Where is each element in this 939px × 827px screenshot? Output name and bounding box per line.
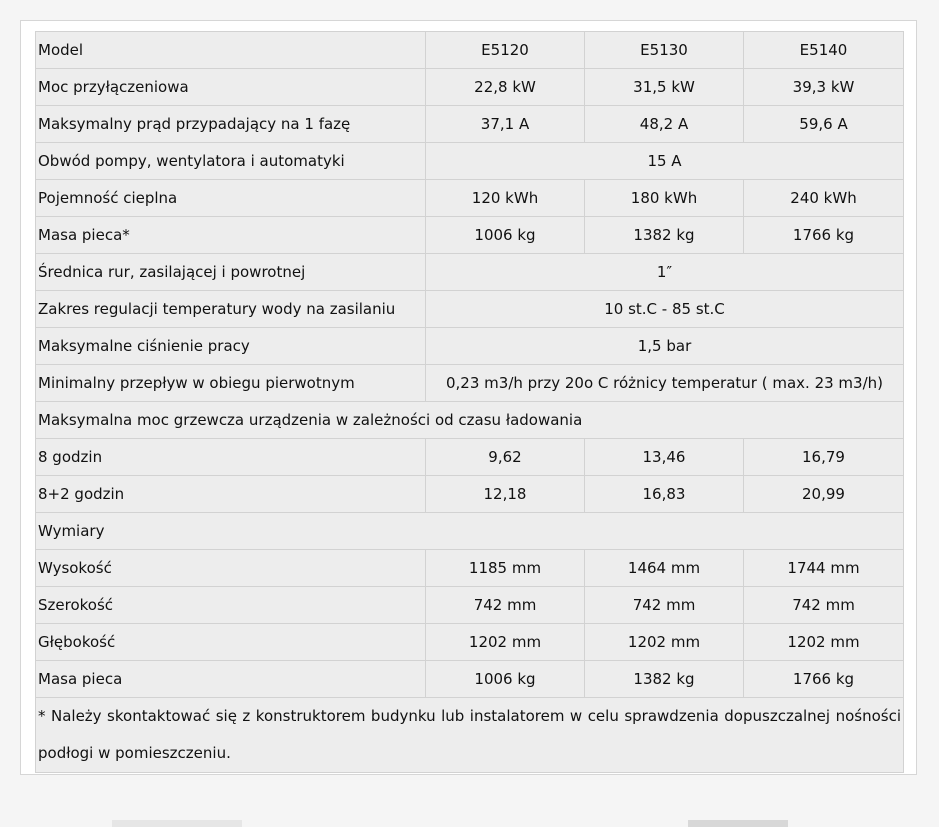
section-heading: Wymiary: [36, 513, 904, 550]
row-label: Minimalny przepływ w obiegu pierwotnym: [36, 365, 426, 402]
table-row: [36, 143, 904, 180]
row-value-shared: 10 st.C - 85 st.C: [426, 291, 904, 328]
row-value-shared: 15 A: [426, 143, 904, 180]
row-label: Średnica rur, zasilającej i powrotnej: [36, 254, 426, 291]
row-value: 742 mm: [585, 587, 744, 624]
model-e5120: E5120: [426, 32, 585, 69]
row-value: 31,5 kW: [585, 69, 744, 106]
row-value: 1766 kg: [744, 661, 904, 698]
row-label: Maksymalne ciśnienie pracy: [36, 328, 426, 365]
table-row: [36, 180, 904, 217]
table-row: [36, 439, 904, 476]
row-label: Pojemność cieplna: [36, 180, 426, 217]
row-label: Szerokość: [36, 587, 426, 624]
row-value: 1006 kg: [426, 661, 585, 698]
row-value: 180 kWh: [585, 180, 744, 217]
row-label: 8 godzin: [36, 439, 426, 476]
row-value: 22,8 kW: [426, 69, 585, 106]
row-value: 9,62: [426, 439, 585, 476]
row-value: 12,18: [426, 476, 585, 513]
row-label: Wysokość: [36, 550, 426, 587]
row-value: 1202 mm: [585, 624, 744, 661]
table-row: [36, 550, 904, 587]
header-row: [36, 32, 904, 69]
row-value: 16,79: [744, 439, 904, 476]
row-label: Maksymalny prąd przypadający na 1 fazę: [36, 106, 426, 143]
row-label: 8+2 godzin: [36, 476, 426, 513]
table-row: [36, 587, 904, 624]
row-label: Zakres regulacji temperatury wody na zasilaniu: [36, 291, 426, 328]
row-value: 742 mm: [426, 587, 585, 624]
row-value: 13,46: [585, 439, 744, 476]
row-value: 742 mm: [744, 587, 904, 624]
row-value: 1185 mm: [426, 550, 585, 587]
row-value: 1006 kg: [426, 217, 585, 254]
row-value: 1464 mm: [585, 550, 744, 587]
row-value: 1382 kg: [585, 661, 744, 698]
row-value: 20,99: [744, 476, 904, 513]
row-label: Głębokość: [36, 624, 426, 661]
table-row: [36, 624, 904, 661]
row-value: 37,1 A: [426, 106, 585, 143]
row-value-shared: 1″: [426, 254, 904, 291]
row-label: Obwód pompy, wentylatora i automatyki: [36, 143, 426, 180]
section-heading: Maksymalna moc grzewcza urządzenia w zależności od czasu ładowania: [36, 402, 904, 439]
row-value: 1382 kg: [585, 217, 744, 254]
row-value: 16,83: [585, 476, 744, 513]
table-row: [36, 476, 904, 513]
table-row: [36, 217, 904, 254]
spec-panel: [20, 20, 917, 775]
row-value: 1202 mm: [744, 624, 904, 661]
table-row: [36, 69, 904, 106]
footer-decor-left: [112, 820, 242, 827]
table-row: [36, 661, 904, 698]
spec-table: [35, 31, 904, 773]
row-value: 120 kWh: [426, 180, 585, 217]
row-label: Moc przyłączeniowa: [36, 69, 426, 106]
row-value-shared: 0,23 m3/h przy 20o C różnicy temperatur ( max. 23 m3/h): [426, 365, 904, 402]
row-value: 59,6 A: [744, 106, 904, 143]
row-value: 1766 kg: [744, 217, 904, 254]
row-value: 48,2 A: [585, 106, 744, 143]
row-value-shared: 1,5 bar: [426, 328, 904, 365]
table-row: [36, 328, 904, 365]
section-row: [36, 402, 904, 439]
model-e5140: E5140: [744, 32, 904, 69]
row-label: Masa pieca*: [36, 217, 426, 254]
row-value: 39,3 kW: [744, 69, 904, 106]
footer-decor-right: [688, 820, 788, 827]
footnote: * Należy skontaktować się z konstruktorem budynku lub instalatorem w celu sprawdzenia dopuszczalnej nośności podłogi w pomieszczeniu.: [36, 698, 904, 773]
table-row: [36, 106, 904, 143]
row-value: 240 kWh: [744, 180, 904, 217]
table-row: [36, 254, 904, 291]
section-row: [36, 513, 904, 550]
table-row: [36, 365, 904, 402]
header-label: Model: [36, 32, 426, 69]
row-label: Masa pieca: [36, 661, 426, 698]
note-row: [36, 698, 904, 773]
row-value: 1744 mm: [744, 550, 904, 587]
model-e5130: E5130: [585, 32, 744, 69]
row-value: 1202 mm: [426, 624, 585, 661]
table-row: [36, 291, 904, 328]
